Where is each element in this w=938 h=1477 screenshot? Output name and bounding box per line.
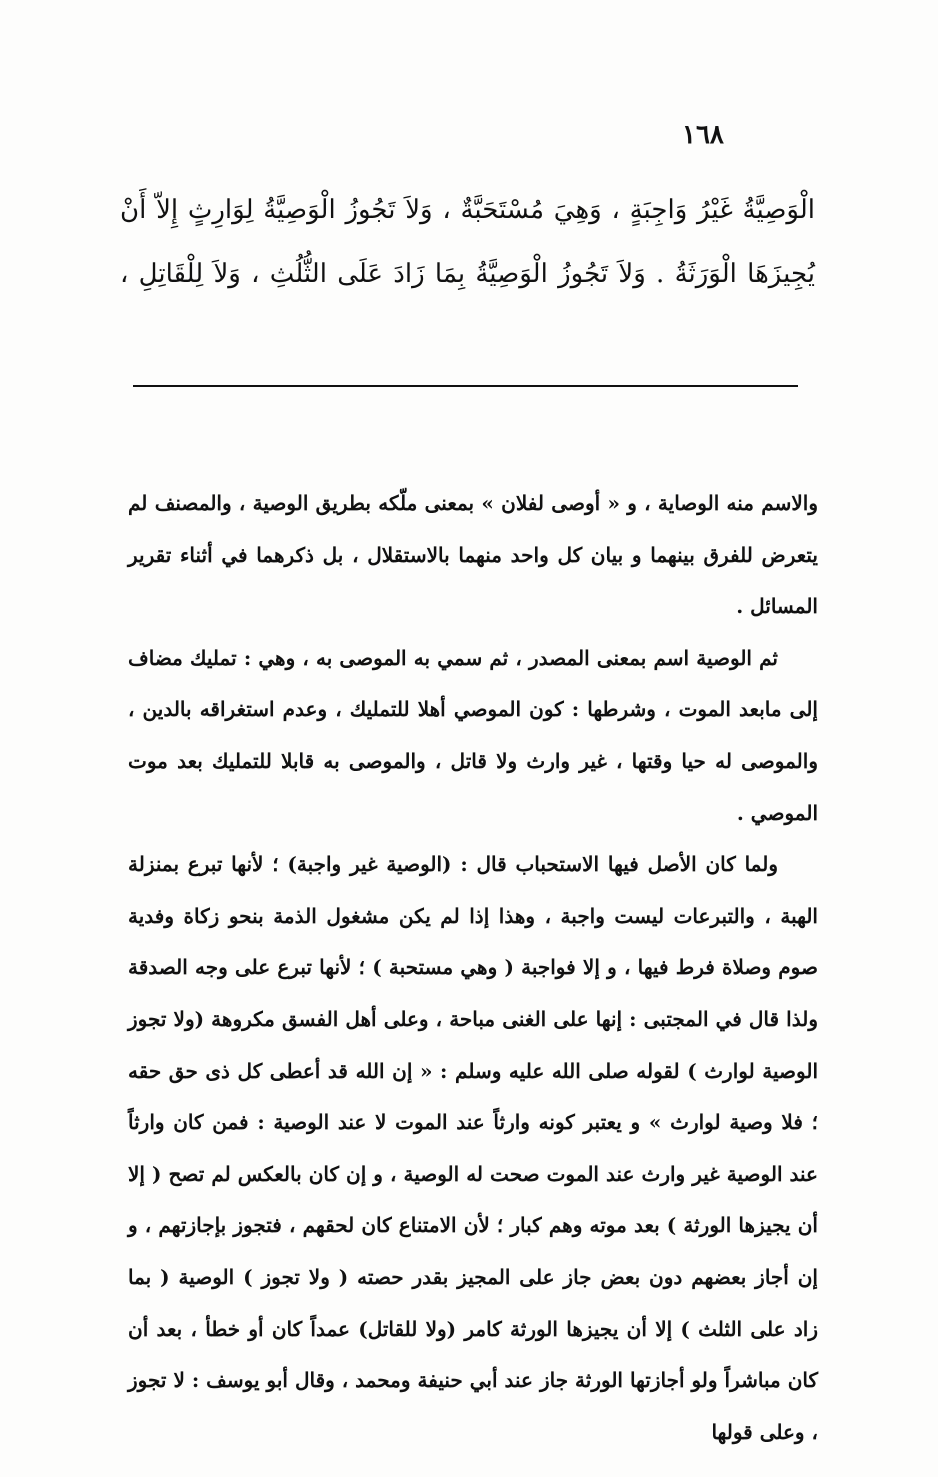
matn-line: الْوَصِيَّةُ غَيْرُ وَاجِبَةٍ ، وَهِيَ مُسْتَحَبَّةٌ ، وَلاَ تَجُوزُ الْوَصِيَّةُ لِوَارِثٍ إِلاّ أَنْ	[120, 195, 815, 225]
commentary-paragraph: والاسم منه الوصاية ، و « أوصى لفلان » بمعنى ملّكه بطريق الوصية ، والمصنف لم يتعرض للفرق بينهما و بيان كل واحد منهما بالاستقلال ، بل ذكرهما في أثناء تقرير المسائل .	[128, 491, 818, 619]
commentary-paragraph: ولما كان الأصل فيها الاستحباب قال : (الوصية غير واجبة) ؛ لأنها تبرع بمنزلة الهبة ، والتبرعات ليست واجبة ، وهذا إذا لم يكن مشغول الذمة بنحو زكاة وفدية صوم وصلاة فرط فيها ، و إلا فواجبة ( وهي مستحبة ) ؛ لأنها تبرع على وجه الصدقة ولذا قال في المجتبى : إنها على الغنى مباحة ، وعلى أهل الفسق مكروهة (ولا تجوز الوصية لوارث ) لقوله صلى الله عليه وسلم : « إن الله قد أعطى كل ذى حق حقه ؛ فلا وصية لوارث » و يعتبر كونه وارثاً عند الموت لا عند الوصية : فمن كان وارثاً عند الوصية غير وارث عند الموت صحت له الوصية ، و إن كان بالعكس لم تصح ( إلا أن يجيزها الورثة ) بعد موته وهم كبار ؛ لأن الامتناع كان لحقهم ، فتجوز بإجازتهم ، و إن أجاز بعضهم دون بعض جاز على المجيز بقدر حصته ( ولا تجوز ) الوصية ( بما زاد على الثلث ) إلا أن يجيزها الورثة كامر (ولا للقاتل) عمداً كان أو خطأ ، بعد أن كان مباشراً ولو أجازتها الورثة جاز عند أبي حنيفة ومحمد ، وقال أبو يوسف : لا تجوز ، وعلى قولها	[128, 852, 819, 1444]
section-divider	[133, 385, 798, 387]
matn-text	[120, 178, 815, 306]
commentary-paragraph: ثم الوصية اسم بمعنى المصدر ، ثم سمي به الموصى به ، وهي : تمليك مضاف إلى مابعد الموت ، وشرطها : كون الموصي أهلا للتمليك ، وعدم استغراقه بالدين ، والموصى له حيا وقتها ، غير وارث ولا قاتل ، والموصى به قابلا للتمليك بعد موت الموصي .	[128, 645, 818, 825]
sharh-commentary	[128, 478, 818, 1458]
page-number: ١٦٨	[682, 120, 724, 150]
matn-line: يُجِيزَهَا الْوَرَثَةُ . وَلاَ تَجُوزُ الْوَصِيَّةُ بِمَا زَادَ عَلَى الثُّلُثِ ، وَلاَ لِلْقَاتِلِ ،	[120, 259, 815, 289]
